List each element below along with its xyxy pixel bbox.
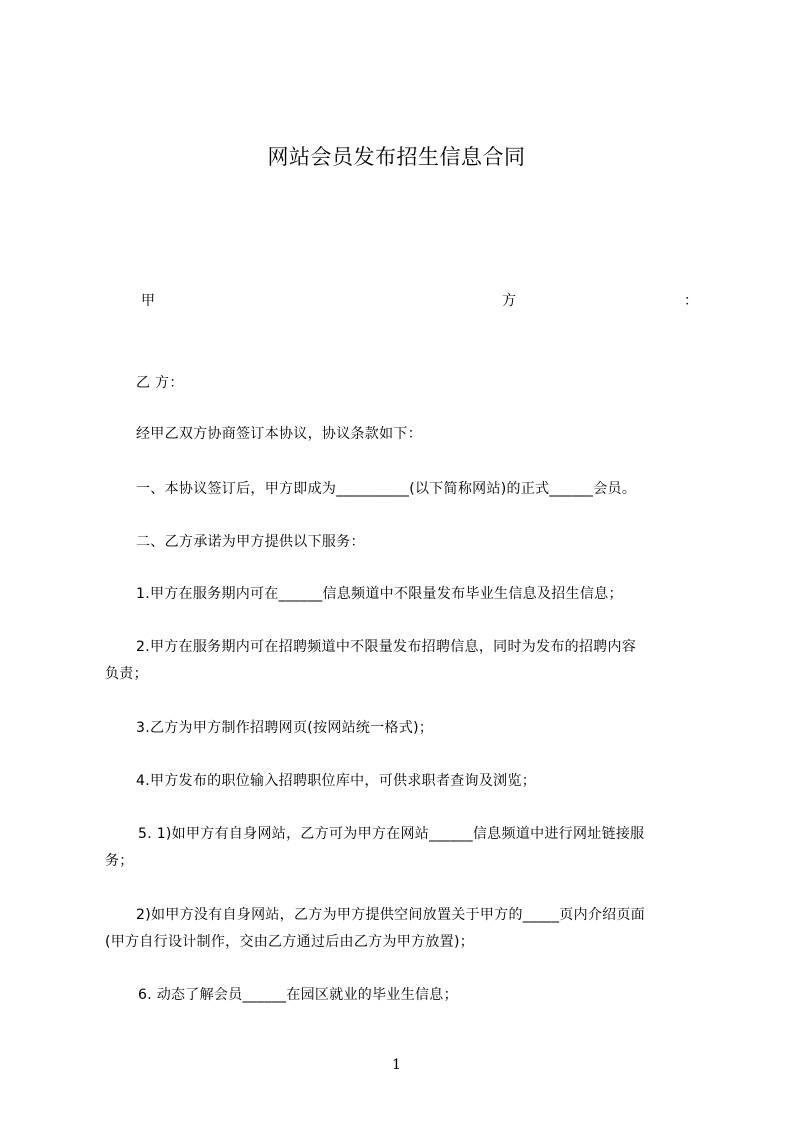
contract-title: 网站会员发布招生信息合同 — [267, 145, 526, 169]
party-a-char-2: 方 — [502, 293, 516, 309]
intro-paragraph: 经甲乙双方协商签订本协议，协议条款如下： — [136, 426, 422, 442]
service-item-6: 6. 动态了解会员______在园区就业的毕业生信息； — [138, 987, 458, 1003]
service-item-5b-line-1: 2)如甲方没有自身网站，乙方为甲方提供空间放置关于甲方的_____页内介绍页面 — [136, 907, 646, 923]
service-item-2-line-2: 负责； — [105, 666, 148, 682]
page-number: 1 — [392, 1057, 401, 1073]
service-item-4: 4.甲方发布的职位输入招聘职位库中，可供求职者查询及浏览； — [136, 773, 537, 789]
service-item-5b-line-2: (甲方自行设计制作，交由乙方通过后由乙方为甲方放置)； — [105, 934, 475, 950]
party-a-char-1: 甲 — [141, 293, 155, 309]
party-b-label: 乙 方： — [136, 375, 184, 391]
clause-1: 一、本协议签订后，甲方即成为__________(以下简称网站)的正式______会员。 — [136, 481, 637, 497]
service-item-5-line-2: 务； — [105, 853, 134, 869]
service-item-1: 1.甲方在服务期内可在______信息频道中不限量发布毕业生信息及招生信息； — [136, 586, 623, 602]
service-item-2-line-1: 2.甲方在服务期内可在招聘频道中不限量发布招聘信息，同时为发布的招聘内容 — [136, 639, 637, 655]
service-item-5-line-1: 5. 1)如甲方有自身网站，乙方可为甲方在网站______信息频道中进行网址链接服 — [138, 826, 645, 842]
service-item-3: 3.乙方为甲方制作招聘网页(按网站统一格式)； — [136, 720, 434, 736]
party-a-colon: ： — [684, 293, 698, 309]
clause-2: 二、乙方承诺为甲方提供以下服务： — [136, 534, 365, 550]
